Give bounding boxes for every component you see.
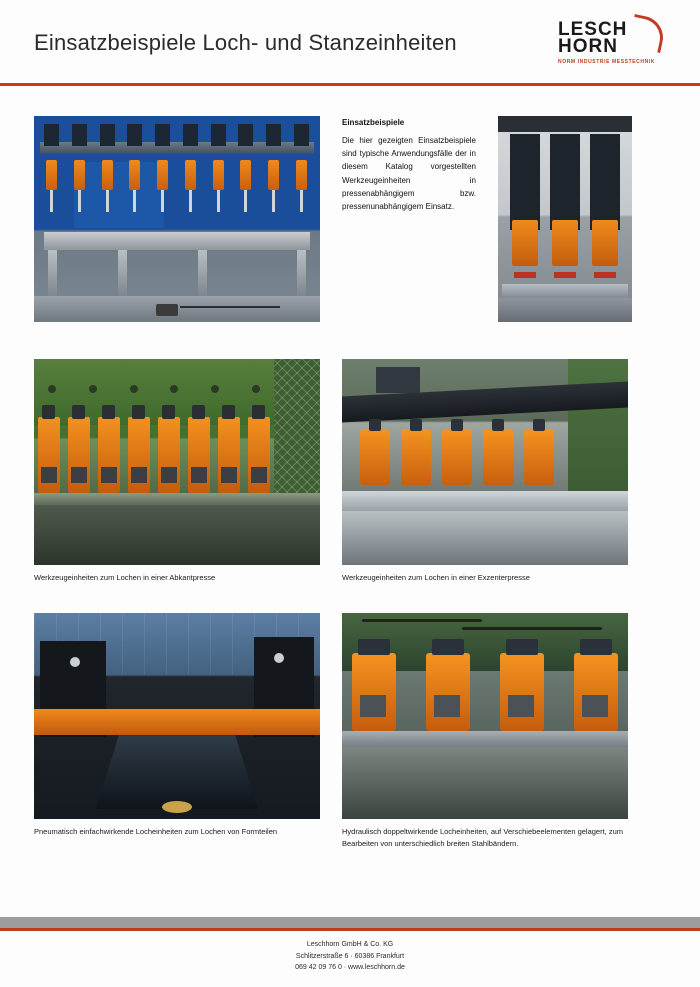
header-divider [0, 83, 700, 86]
press-line-photo [34, 116, 320, 322]
company-logo [558, 15, 666, 71]
figure-row-2 [34, 359, 666, 583]
photo-cable [180, 306, 280, 308]
page-title: Einsatzbeispiele Loch- und Stanzeinheiten [34, 30, 457, 55]
footer-company: Leschhorn GmbH & Co. KG [306, 941, 394, 948]
figure-caption-6: Hydraulisch doppeltwirkende Locheinheiten, auf Verschiebeelementen gelagert, zum Bearbeiten von unterschiedlich breiten Stahlbändern. [342, 827, 624, 848]
page-content [0, 116, 700, 849]
figure-caption-5: Pneumatisch einfachwirkende Locheinheiten zum Lochen von Formteilen [34, 827, 278, 837]
figure-block-2 [498, 116, 632, 329]
photo-deck [44, 232, 310, 250]
figure-block-3 [34, 359, 320, 583]
figure-block-4 [342, 359, 628, 583]
footer-bar [0, 917, 700, 931]
logo-line2: HORN [558, 36, 618, 57]
figure-block-1 [34, 116, 320, 329]
page-header [0, 0, 700, 86]
footer-contact [0, 931, 700, 974]
footer-phone-web: 069 42 09 76 0 · www.leschhorn.de [295, 964, 405, 972]
figure-caption-3: Werkzeugeinheiten zum Lochen in einer Abkantpresse [34, 573, 216, 582]
vertical-units-photo [498, 116, 632, 322]
abkantpresse-photo [34, 359, 320, 565]
photo-foot-pedal [156, 304, 178, 316]
figure-row-3 [34, 613, 666, 849]
photo-units [42, 124, 312, 216]
figure-block-6 [342, 613, 632, 849]
figure-caption-4: Werkzeugeinheiten zum Lochen in einer Exzenterpresse [342, 573, 530, 582]
logo-line1: LESCH [558, 18, 628, 40]
intro-heading: Einsatzbeispiele [342, 118, 405, 127]
photo-legs [48, 250, 306, 298]
hydraulische-locheinheiten-photo [342, 613, 628, 819]
exzenterpresse-photo [342, 359, 628, 565]
footer-address: Schlitzerstraße 6 · 60386 Frankfurt [295, 952, 405, 960]
figure-row-1 [34, 116, 666, 329]
logo-subline: NORM INDUSTRIE MESSTECHNIK [558, 59, 655, 66]
logo-swoosh-icon [628, 14, 667, 53]
figure-block-5 [34, 613, 320, 849]
pneumatische-locheinheiten-photo [34, 613, 320, 819]
intro-body: Die hier gezeigten Einsatzbeispiele sind typische Anwendungsfälle der in diesem Katalog vorgestellten Werkzeugeinheiten in pressenabhängigem bzw. pressenunabhängigem Einsatz. [342, 136, 476, 211]
intro-text-block [342, 116, 476, 329]
page-footer [0, 917, 700, 987]
